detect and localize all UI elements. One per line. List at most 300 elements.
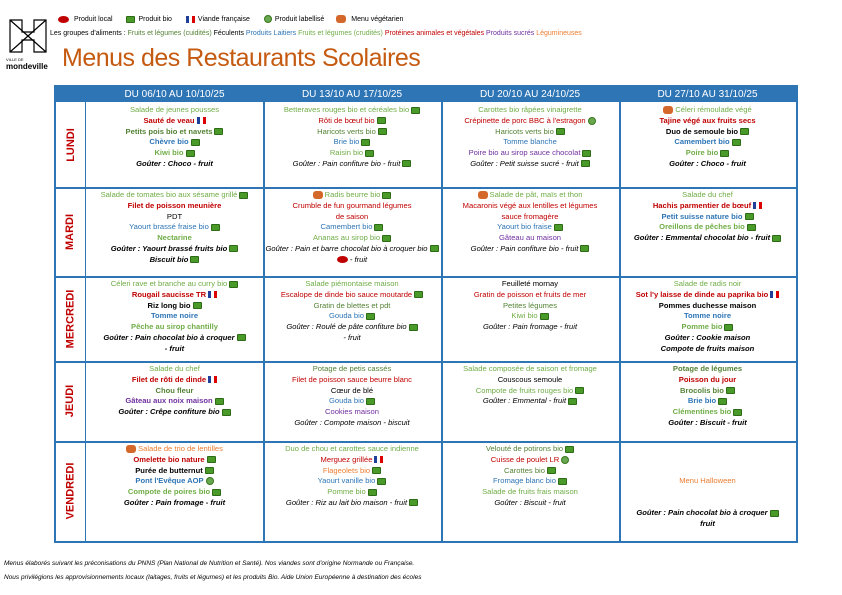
menu-cell <box>265 442 439 540</box>
bio-icon <box>540 313 549 320</box>
group-lg: Légumineuses <box>536 30 582 37</box>
groups-intro: Les groupes d'aliments : <box>50 30 126 37</box>
menu-item <box>491 455 569 466</box>
label-icon <box>206 477 214 485</box>
menu-item <box>483 322 577 333</box>
menu-item <box>343 333 360 344</box>
menu-item-text: Filet de poisson sauce beurre blanc <box>292 374 412 384</box>
bio-icon <box>558 478 567 485</box>
menu-item <box>125 396 223 407</box>
menu-item <box>284 105 420 116</box>
day-label <box>56 441 86 541</box>
menu-item <box>314 301 391 312</box>
menu-item-text: Omelette bio nature <box>133 454 205 464</box>
footer-line-2: Nous privilégions les approvisionnements locaux (laitages, fruits et légumes) et les produits Bio. Aide Union Européenne à destination des écoles <box>4 574 422 581</box>
menu-item-text: Pêche au sirop chantilly <box>131 322 218 332</box>
menu-item-text: Biscuit bio <box>149 254 189 264</box>
menu-item <box>292 375 412 386</box>
menu-item-text: - fruit <box>349 254 368 264</box>
menu-item <box>668 418 746 429</box>
bio-icon <box>239 192 248 199</box>
vegetarian-icon <box>336 15 346 23</box>
menu-item <box>661 212 753 223</box>
menu-item-text: Raisin bio <box>329 148 364 158</box>
menu-item-text: Chou fleur <box>155 385 194 395</box>
menu-item <box>129 222 220 233</box>
menu-cell <box>265 103 439 186</box>
menu-item-text: Goûter : Biscuit - fruit <box>494 497 566 507</box>
menu-item-text: Brie bio <box>687 396 717 406</box>
menu-item <box>337 255 367 266</box>
bio-icon <box>366 313 375 320</box>
menu-item <box>688 396 727 407</box>
menu-item-text: Goûter : Choco - fruit <box>136 158 213 168</box>
menu-item <box>132 290 217 301</box>
bio-icon <box>556 128 565 135</box>
menu-item-text: Clémentines bio <box>672 407 732 417</box>
menu-item <box>503 137 557 148</box>
menu-item <box>334 137 371 148</box>
legend-bio: Produit bio <box>124 16 171 23</box>
menu-item <box>128 201 222 212</box>
menu-item-text: Poire bio <box>685 148 719 158</box>
menu-item <box>482 487 578 498</box>
menu-item <box>313 233 391 244</box>
menu-item-text: Goûter : Choco - fruit <box>669 158 746 168</box>
menu-item-text: - fruit <box>164 343 185 353</box>
menu-item <box>330 148 374 159</box>
bio-icon <box>575 387 584 394</box>
bio-icon <box>568 398 577 405</box>
menu-item-text: Rougail saucisse TR <box>131 289 207 299</box>
menu-item <box>329 311 375 322</box>
menu-cell <box>88 277 261 360</box>
menu-cell <box>621 277 794 360</box>
menu-item-text: Sauté de veau <box>143 115 195 125</box>
menu-item-text: Filet de rôti de dinde <box>131 374 207 384</box>
menu-item-text: Oreillons de pêches bio <box>659 222 745 232</box>
menu-item <box>111 279 239 290</box>
menu-item <box>653 201 762 212</box>
legend <box>58 15 413 25</box>
bio-icon <box>368 489 377 496</box>
week-header: DU 20/10 AU 24/10/25 <box>441 87 619 102</box>
menu-item-text: Brie bio <box>333 137 360 147</box>
menu-item <box>135 466 214 477</box>
menu-item-text: Compote de poires bio <box>127 487 211 497</box>
menu-item <box>679 375 736 386</box>
menu-item <box>673 407 743 418</box>
menu-item <box>659 222 756 233</box>
bio-icon <box>740 128 749 135</box>
menu-item <box>157 233 192 244</box>
bio-icon <box>366 398 375 405</box>
menu-item-text: Goûter : Pain fromage - fruit <box>123 497 226 507</box>
menu-item <box>661 344 755 355</box>
menu-item-text: Carottes bio râpées vinaigrette <box>478 105 582 114</box>
menu-item <box>150 255 200 266</box>
menu-item <box>478 190 583 201</box>
bio-icon <box>402 160 411 167</box>
menu-item-text: Gouda bio <box>328 396 365 406</box>
menu-item-text: Feuilleté mornay <box>501 279 559 288</box>
menu-item <box>292 201 411 212</box>
menu-item-text: Carottes bio <box>504 465 545 475</box>
bio-icon <box>190 256 199 263</box>
menu-item <box>497 222 563 233</box>
menu-item <box>126 127 224 138</box>
menu-item <box>293 159 412 170</box>
food-groups <box>50 30 582 37</box>
menu-item <box>463 364 597 375</box>
menu-item <box>498 375 563 386</box>
bio-icon <box>382 192 391 199</box>
menu-item-text: Gâteau au maison <box>498 233 562 243</box>
menu-item <box>329 396 375 407</box>
menu-item-text: Crépinette de porc BBC à l'estragon <box>464 115 586 125</box>
bio-icon <box>126 16 135 23</box>
bio-icon <box>207 456 216 463</box>
menu-item <box>131 322 218 333</box>
menu-item-text: Duo de semoule bio <box>665 126 739 136</box>
menu-item-text: Yaourt brassé fraise bio <box>129 222 209 232</box>
menu-item-text: Camembert bio <box>320 222 373 232</box>
menu-cell <box>88 362 261 440</box>
menu-item-text: Potage de légumes <box>672 364 743 373</box>
menu-item-text: Gouda bio <box>328 311 365 321</box>
menu-item <box>665 333 751 344</box>
menu-item-text: Fromage blanc bio <box>493 476 556 486</box>
menu-item <box>318 116 385 127</box>
menu-item-text: Potage de petis cassés <box>312 364 392 373</box>
bio-icon <box>205 467 214 474</box>
menu-item-text: Radis beurre bio <box>324 190 381 199</box>
menu-item-text: Salade du chef <box>149 364 200 373</box>
bio-icon <box>580 245 589 252</box>
menu-cell <box>443 362 617 440</box>
bio-icon <box>186 150 195 157</box>
menu-item-text: Petites légumes <box>502 300 558 310</box>
day-name: JEUDI <box>64 384 77 418</box>
menu-item-text: Cuisse de poulet LR <box>490 454 560 464</box>
menu-item <box>286 322 417 333</box>
menu-item <box>471 244 590 255</box>
menu-cell <box>621 442 794 540</box>
menu-item-text: sauce fromagère <box>501 211 559 221</box>
group-fc: Fruits et légumes (crudités) <box>298 30 383 37</box>
menu-item-text: Flageolets bio <box>322 465 371 475</box>
menu-item <box>636 508 778 519</box>
bio-icon <box>733 409 742 416</box>
menu-item-text: Céleri rave et branche au curry bio <box>110 279 228 288</box>
menu-item <box>281 290 423 301</box>
menu-item <box>499 233 561 244</box>
bio-icon <box>554 224 563 231</box>
local-product-icon <box>58 16 69 23</box>
week-header: DU 13/10 AU 17/10/25 <box>263 87 441 102</box>
menu-cell <box>88 103 261 186</box>
menu-item <box>469 148 592 159</box>
menu-item <box>149 364 200 375</box>
bio-icon <box>414 291 423 298</box>
bio-icon <box>732 139 741 146</box>
menu-item-text: Yaourt bio fraise <box>497 222 552 232</box>
menu-item-text: Goûter : Yaourt brassé fruits bio <box>110 243 228 253</box>
menu-item <box>673 364 742 375</box>
menu-item-text: Crumble de fun gourmand légumes <box>292 200 412 210</box>
bio-icon <box>718 398 727 405</box>
menu-item-text: Tajine végé aux fruits secs <box>659 115 756 125</box>
menu-item <box>132 375 217 386</box>
bio-icon <box>582 150 591 157</box>
menu-item-text: Sot l'y laisse de dinde au paprika bio <box>635 289 769 299</box>
menu-item-text: Haricots verts bio <box>317 126 376 136</box>
menu-item <box>483 396 577 407</box>
menu-item-text: Gâteau aux noix maison <box>125 396 213 406</box>
group-fe: Féculents <box>213 30 244 37</box>
menu-item-text: Goûter : Emmental chocolat bio - fruit <box>633 233 771 243</box>
menu-item-text: Riz long bio <box>147 300 191 310</box>
logo-text: mondeville <box>6 62 48 71</box>
french-flag-icon <box>186 16 195 23</box>
menu-item-text: Gratin de blettes et pdt <box>313 300 391 310</box>
vegetarian-icon <box>313 191 323 199</box>
menu-item <box>317 127 387 138</box>
menu-item <box>684 311 731 322</box>
menu-item-text: Goûter : Pain chocolat bio à croquer <box>103 332 235 342</box>
bio-icon <box>726 387 735 394</box>
bio-icon <box>547 467 556 474</box>
city-logo <box>6 16 54 78</box>
menu-item-text: Salade du chef <box>682 190 733 199</box>
legend-fr: Viande française <box>184 16 250 23</box>
menu-cell <box>88 442 261 540</box>
menu-item-text: Goûter : Biscuit - fruit <box>668 417 747 427</box>
label-icon <box>561 456 569 464</box>
menu-item-text: Tomme blanche <box>503 137 557 147</box>
menu-item <box>325 407 379 418</box>
menu-item-text: Salade piémontaise maison <box>305 279 399 288</box>
menu-item-text: Salade de tomates bio aux sésame grillé <box>100 190 238 199</box>
menu-item <box>313 364 392 375</box>
bio-icon <box>720 150 729 157</box>
bio-icon <box>409 324 418 331</box>
french-flag-icon <box>208 291 217 298</box>
group-fl: Fruits et légumes (cuidités) <box>127 30 212 37</box>
menu-cell <box>265 362 439 440</box>
menu-item <box>659 301 757 312</box>
menu-item <box>503 301 557 312</box>
menu-item <box>680 386 735 397</box>
menu-item-text: Ananas au sirop bio <box>312 233 381 243</box>
menu-item-text: Betteraves rouges bio et céréales bio <box>283 105 410 114</box>
menu-cell <box>443 188 617 275</box>
bio-icon <box>377 478 386 485</box>
bio-icon <box>772 235 781 242</box>
bio-icon <box>215 398 224 405</box>
menu-item <box>636 290 780 301</box>
menu-item <box>666 127 749 138</box>
french-flag-icon <box>208 376 217 383</box>
menu-item-text: Chèvre bio <box>149 137 189 147</box>
bio-icon <box>361 139 370 146</box>
menu-item-text: Macaronis végé aux lentilles et légumes <box>462 200 598 210</box>
menu-item-text: Goûter : Riz au lait bio maison - fruit <box>285 497 408 507</box>
menu-item-text: Goûter : Pain et barre chocolat bio à croquer bio <box>265 243 428 253</box>
bio-icon <box>411 107 420 114</box>
menu-cell <box>621 362 794 440</box>
vegetarian-icon <box>126 445 136 453</box>
menu-cell <box>265 277 439 360</box>
menu-item-text: Salade de radis noir <box>673 279 742 288</box>
french-flag-icon <box>753 202 762 209</box>
menu-item-text: Couscous semoule <box>497 374 563 384</box>
menu-item <box>313 190 392 201</box>
menu-cell <box>443 277 617 360</box>
bio-icon <box>374 224 383 231</box>
menu-item-text: Goûter : Compote maison - biscuit <box>294 417 410 427</box>
bio-icon <box>237 334 246 341</box>
menu-item <box>294 418 409 429</box>
menu-item-text: Salade de jeunes pousses <box>129 105 220 114</box>
menu-item-text: Poire bio au sirop sauce chocolat <box>468 148 581 158</box>
menu-item-text: Compote de fruits maison <box>660 343 755 353</box>
menu-item <box>331 386 373 397</box>
group-ps: Produits sucrés <box>486 30 535 37</box>
legend-local: Produit local <box>58 16 113 23</box>
menu-item <box>476 386 585 397</box>
menu-item-text: Velouté de potirons bio <box>485 444 564 453</box>
menu-item <box>323 466 381 477</box>
bio-icon <box>409 499 418 506</box>
menu-item-text: Pont l'Evêque AOP <box>135 476 204 486</box>
menu-item-text: Goûter : Pain confiture bio - fruit <box>470 243 579 253</box>
bio-icon <box>430 245 439 252</box>
menu-item-text: fruit <box>700 518 715 528</box>
bio-icon <box>724 324 733 331</box>
local-product-icon <box>337 256 348 263</box>
menu-item <box>706 487 708 498</box>
menu-item <box>511 311 548 322</box>
menu-item-text: Salade de trio de lentilles <box>138 444 223 453</box>
menu-item <box>321 455 384 466</box>
menu-item <box>318 476 387 487</box>
menu-item <box>111 244 238 255</box>
menu-item-text: Goûter : Cookie maison <box>664 332 751 342</box>
menu-item <box>133 455 215 466</box>
menu-item <box>504 466 556 477</box>
menu-item <box>167 212 182 223</box>
bio-icon <box>214 128 223 135</box>
menu-item-text: Goûter : Crêpe confiture bio <box>118 407 220 417</box>
menu-cell <box>265 188 439 275</box>
menu-item-text: Goûter : Pain confiture bio - fruit <box>292 158 401 168</box>
label-icon <box>588 117 596 125</box>
menu-item-text: Goûter : Petit suisse sucré - fruit <box>470 158 579 168</box>
bio-icon <box>565 446 574 453</box>
menu-item <box>124 498 225 509</box>
menu-item <box>151 311 198 322</box>
menu-item <box>674 137 740 148</box>
bio-icon <box>193 302 202 309</box>
menu-cell <box>621 188 794 275</box>
menu-item-text: Pommes duchesse maison <box>658 300 757 310</box>
menu-item <box>103 333 245 344</box>
menu-cell <box>621 103 794 186</box>
menu-item <box>674 279 742 290</box>
week-header-corner <box>56 87 86 102</box>
menu-item <box>495 127 565 138</box>
french-flag-icon <box>374 456 383 463</box>
group-pv: Protéines animales et végétales <box>384 30 485 37</box>
menu-item-text: Brocolis bio <box>680 385 724 395</box>
day-label <box>56 102 86 187</box>
menu-item <box>136 159 213 170</box>
menu-item <box>464 116 595 127</box>
menu-item-text: Rôti de bœuf bio <box>318 115 375 125</box>
menu-item-text: Goûter : Emmental - fruit <box>482 396 567 406</box>
menu-item <box>493 476 567 487</box>
menu-item <box>686 148 730 159</box>
label-icon <box>264 15 272 23</box>
menu-item <box>679 476 736 487</box>
week-header: DU 27/10 AU 31/10/25 <box>619 87 796 102</box>
menu-item <box>143 116 205 127</box>
bio-icon <box>377 117 386 124</box>
menu-item <box>682 322 734 333</box>
menu-item-text: Pomme bio <box>327 487 366 497</box>
page-title: Menus des Restaurants Scolaires <box>62 44 421 72</box>
menu-item <box>305 279 398 290</box>
menu-cell <box>88 188 261 275</box>
legend-label: Produit labellisé <box>262 15 324 23</box>
menu-item <box>474 290 586 301</box>
menu-item-text: Nectarine <box>157 233 192 243</box>
bio-icon <box>372 467 381 474</box>
menu-item <box>147 301 201 312</box>
menu-item <box>706 465 708 476</box>
day-name: VENDREDI <box>64 462 77 520</box>
menu-item <box>478 105 581 116</box>
menu-item <box>285 444 419 455</box>
menu-item <box>682 190 733 201</box>
menu-item <box>265 244 438 255</box>
day-name: MERCREDI <box>64 289 77 348</box>
menu-item-text: Petit suisse nature bio <box>661 211 743 221</box>
menu-item-text: de saison <box>335 211 369 221</box>
day-name: LUNDI <box>64 127 77 162</box>
french-flag-icon <box>197 117 206 124</box>
menu-item-text: Petits pois bio et navets <box>125 126 213 136</box>
menu-item-text: Camembert bio <box>674 137 730 147</box>
menu-item <box>706 497 708 508</box>
menu-item <box>149 137 199 148</box>
menu-item <box>118 407 230 418</box>
day-label <box>56 361 86 441</box>
menu-item <box>659 116 755 127</box>
menu-item <box>126 444 223 455</box>
menu-grid <box>54 85 798 543</box>
menu-item <box>502 279 558 290</box>
bio-icon <box>378 128 387 135</box>
week-header: DU 06/10 AU 10/10/25 <box>86 87 263 102</box>
menu-item <box>700 519 715 530</box>
menu-item <box>494 498 565 509</box>
day-label <box>56 187 86 276</box>
menu-item-text: Goûter : Roulé de pâte confiture bio <box>286 322 407 332</box>
menu-item <box>669 159 746 170</box>
menu-item-text: Salade de fruits frais maison <box>482 487 578 497</box>
